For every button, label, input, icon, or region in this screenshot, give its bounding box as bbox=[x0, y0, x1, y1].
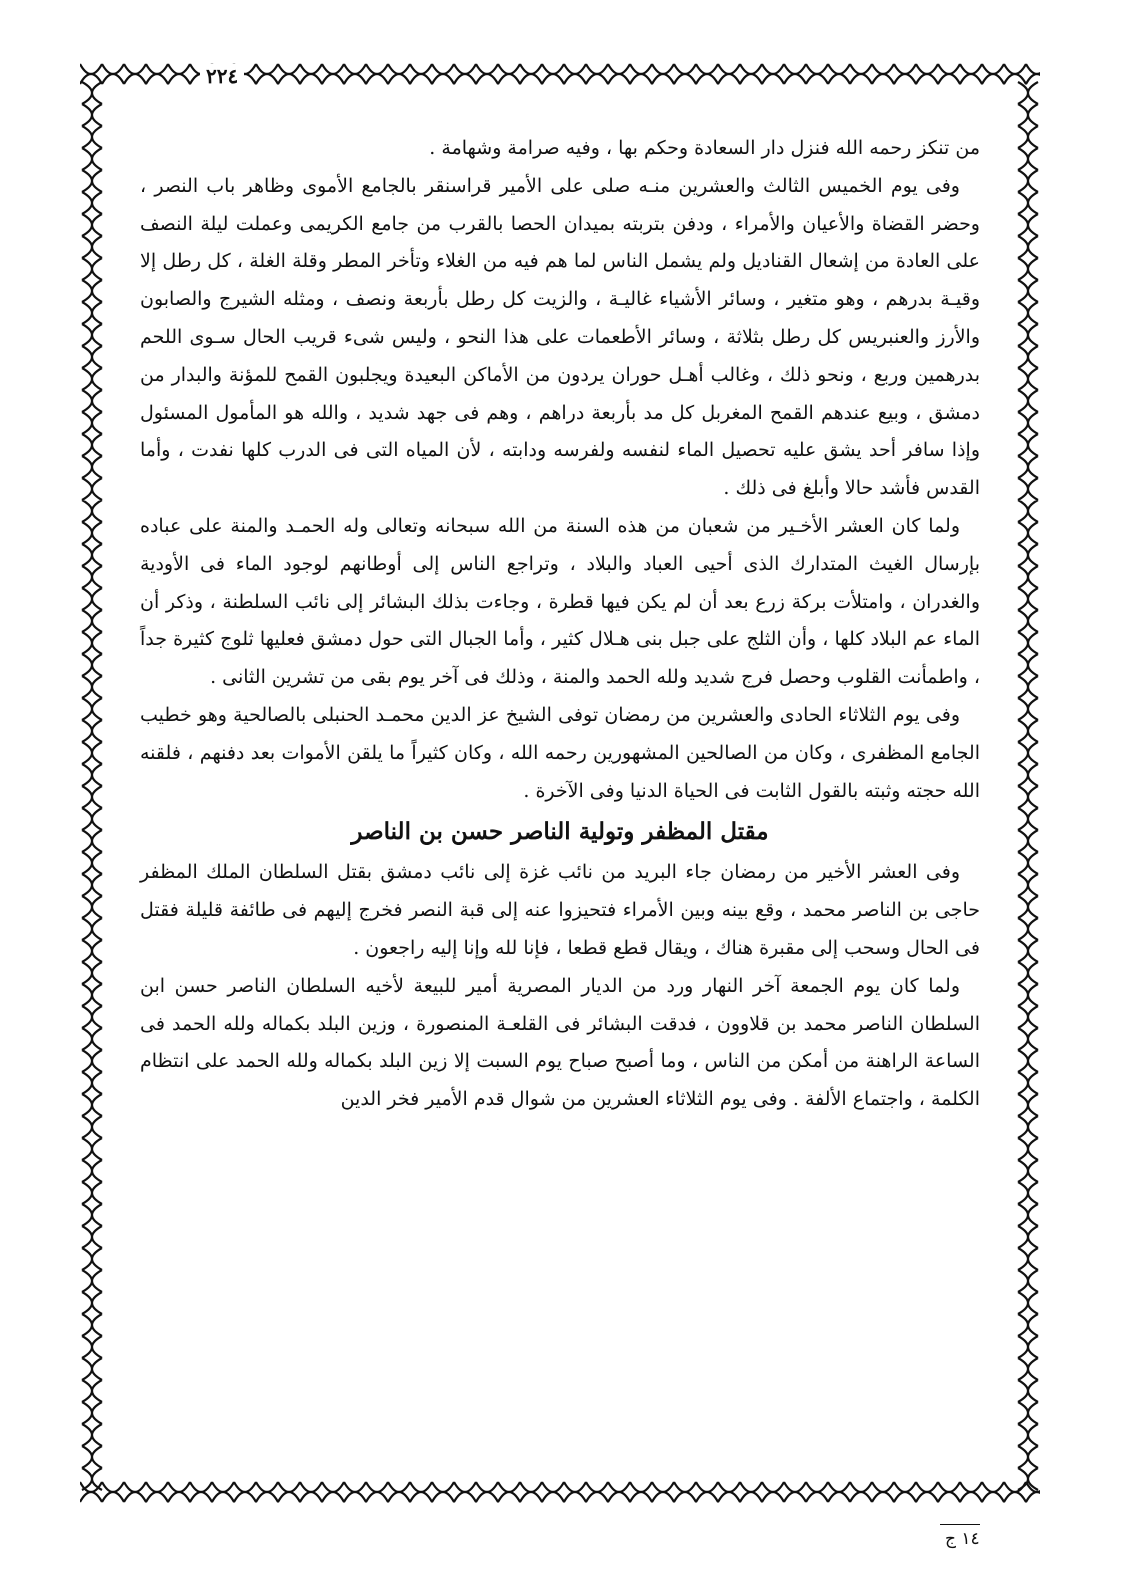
paragraph: وفى العشر الأخير من رمضان جاء البريد من نائب غزة إلى نائب دمشق بقتل السلطان الملك المظفر حاجى بن الناصر محمد ، وقع بينه وبين الأمراء فتحيزوا عنه إلى قبة النصر فخرج إليهم فى طائفة قليلة فقتل فى الحال وسحب إلى مقبرة هناك ، ويقال قطع قطعا ، فإنا لله وإنا إليه راجعون . bbox=[140, 861, 980, 959]
paragraph: وفى يوم الخميس الثالث والعشرين منـه صلى على الأمير قراسنقر بالجامع الأموى وظاهر باب النصر ، وحضر القضاة والأعيان والأمراء ، ودفن بتربته بميدان الحصا بالقرب من جامع الكريمى وعملت ليلة النصف على العادة من إشعال القناديل ولم يشمل الناس لما هم فيه من الغلاء وتأخر المطر وقلة الغلة ، كل رطل إلا وقيـة بدرهم ، وهو متغير ، وسائر الأشياء غاليـة ، والزيت كل رطل بأربعة ونصف ، ومثله الشيرج والصابون والأرز والعنبريس كل رطل بثلاثة ، وسائر الأطعمات على هذا النحو ، وليس شىء قريب الحال سـوى اللحم بدرهمين وربع ، ونحو ذلك ، وغالب أهـل حوران يردون من الأماكن البعيدة ويجلبون القمح للمؤنة والبدار من دمشق ، وبيع عندهم القمح المغربل كل مد بأربعة دراهم ، وهم فى جهد شديد ، والله هو المأمول المسئول وإذا سافر أحد يشق عليه تحصيل الماء لنفسه ولفرسه ودابته ، لأن المياه التى فى الدرب كلها نفدت ، وأما القدس فأشد حالا وأبلغ فى ذلك . bbox=[140, 174, 980, 500]
main-text bbox=[140, 130, 980, 1119]
signature-mark: ١٤ ج bbox=[945, 1529, 980, 1549]
signature-rule bbox=[940, 1524, 980, 1525]
paragraph: ولما كان يوم الجمعة آخر النهار ورد من الديار المصرية أمير للبيعة لأخيه السلطان الناصر حسن ابن السلطان الناصر محمد بن قلاوون ، فدقت البشائر فى القلعـة المنصورة ، وزين البلد بكماله ولله الحمد فى الساعة الراهنة من أمكن من الناس ، وما أصبح صباح يوم السبت إلا زين البلد بكماله ولله الحمد على انتظام الكلمة ، واجتماع الألفة . وفى يوم الثلاثاء العشرين من شوال قدم الأمير فخر الدين bbox=[140, 974, 980, 1111]
page-number: ٢٢٤ bbox=[200, 64, 244, 88]
paragraph: وفى يوم الثلاثاء الحادى والعشرين من رمضان توفى الشيخ عز الدين محمـد الحنبلى بالصالحية وهو خطيب الجامع المظفرى ، وكان من الصالحين المشهورين رحمه الله ، وكان كثيراً ما يلقن الأموات بعد دفنهم ، فلقنه الله حجته وثبته بالقول الثابت فى الحياة الدنيا وفى الآخرة . bbox=[140, 703, 980, 802]
paragraph: ولما كان العشر الأخـير من شعبان من هذه السنة من الله سبحانه وتعالى وله الحمـد والمنة على عباده بإرسال الغيث المتدارك الذى أحيى العباد والبلاد ، وتراجع الناس إلى أوطانهم لوجود الماء فى الأودية والغدران ، وامتلأت بركة زرع بعد أن لم يكن فيها قطرة ، وجاءت بذلك البشائر إلى نائب السلطنة ، وذكر أن الماء عم البلاد كلها ، وأن الثلج على جبل بنى هـلال كثير ، وأما الجبال التى حول دمشق فعليها ثلوج كثيرة جداً ، واطمأنت القلوب وحصل فرج شديد ولله الحمد والمنة ، وذلك فى آخر يوم بقى من تشرين الثانى . bbox=[140, 514, 980, 689]
section-heading: مقتل المظفر وتولية الناصر حسن بن الناصر bbox=[351, 818, 769, 846]
paragraph: من تنكز رحمه الله فنزل دار السعادة وحكم بها ، وفيه صرامة وشهامة . bbox=[429, 137, 980, 159]
